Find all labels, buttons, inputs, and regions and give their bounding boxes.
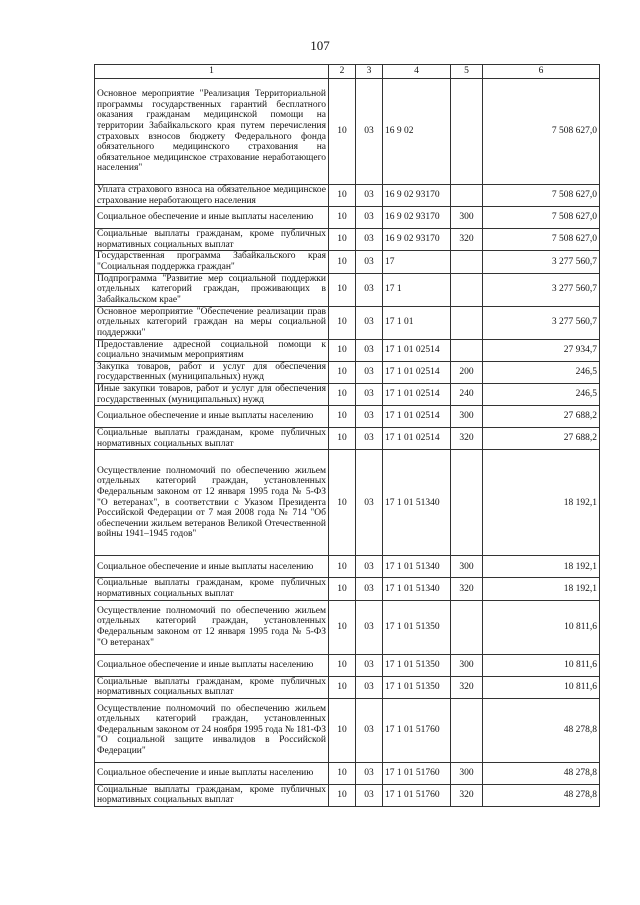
section-code-cell: 10 bbox=[329, 207, 356, 229]
subsection-code-cell: 03 bbox=[356, 251, 383, 273]
table-row bbox=[95, 578, 600, 600]
row-name-cell: Предоставление адресной социальной помощи к социально значимым мероприятиям bbox=[95, 339, 329, 361]
amount-cell: 27 934,7 bbox=[483, 339, 600, 361]
expense-type-code-cell bbox=[451, 306, 483, 339]
section-code-cell: 10 bbox=[329, 428, 356, 450]
row-name-cell: Социальные выплаты гражданам, кроме публичных нормативных социальных выплат bbox=[95, 676, 329, 698]
subsection-code-cell: 03 bbox=[356, 229, 383, 251]
row-name-cell: Уплата страхового взноса на обязательное медицинское страхование неработающего населения bbox=[95, 185, 329, 207]
row-name-cell: Осуществление полномочий по обеспечению жильем отдельных категорий граждан, установленных Федеральным законом от 12 января 1995 года № 5-ФЗ "О ветеранах", в соответствии с Указом Президента Российской Федерации от 7 мая 2008 года № 714 "Об обеспечении жильем ветеранов Великой Отечественной войны 1941–1945 годов" bbox=[95, 450, 329, 556]
expense-type-code-cell bbox=[451, 251, 483, 273]
subsection-code-cell: 03 bbox=[356, 556, 383, 578]
section-code-cell: 10 bbox=[329, 273, 356, 306]
table-row bbox=[95, 229, 600, 251]
target-article-code-cell: 17 1 01 02514 bbox=[383, 383, 451, 405]
row-name-cell: Социальное обеспечение и иные выплаты населению bbox=[95, 406, 329, 428]
target-article-code-cell: 17 1 01 51350 bbox=[383, 676, 451, 698]
row-name-cell: Социальные выплаты гражданам, кроме публичных нормативных социальных выплат bbox=[95, 578, 329, 600]
subsection-code-cell: 03 bbox=[356, 383, 383, 405]
table-row bbox=[95, 600, 600, 654]
table-row bbox=[95, 273, 600, 306]
section-code-cell: 10 bbox=[329, 450, 356, 556]
expense-type-code-cell: 320 bbox=[451, 578, 483, 600]
row-name-cell: Социальные выплаты гражданам, кроме публичных нормативных социальных выплат bbox=[95, 784, 329, 806]
section-code-cell: 10 bbox=[329, 676, 356, 698]
target-article-code-cell: 17 1 01 51340 bbox=[383, 556, 451, 578]
table-row bbox=[95, 361, 600, 383]
section-code-cell: 10 bbox=[329, 79, 356, 185]
amount-cell: 18 192,1 bbox=[483, 556, 600, 578]
target-article-code-cell: 17 1 bbox=[383, 273, 451, 306]
expense-type-code-cell bbox=[451, 185, 483, 207]
table-row bbox=[95, 306, 600, 339]
expense-type-code-cell: 300 bbox=[451, 406, 483, 428]
expense-type-code-cell: 240 bbox=[451, 383, 483, 405]
row-name-cell: Осуществление полномочий по обеспечению жильем отдельных категорий граждан, установленных Федеральным законом от 12 января 1995 года № 5-ФЗ "О ветеранах" bbox=[95, 600, 329, 654]
subsection-code-cell: 03 bbox=[356, 361, 383, 383]
amount-cell: 3 277 560,7 bbox=[483, 273, 600, 306]
row-name-cell: Основное мероприятие "Реализация Территориальной программы государственных гарантий бесплатного оказания гражданам медицинской помощи на территории Забайкальского края путем перечисления страховых взносов бюджету Федерального фонда обязательного медицинского страхования на обязательное медицинское страхование неработающего населения" bbox=[95, 79, 329, 185]
subsection-code-cell: 03 bbox=[356, 273, 383, 306]
target-article-code-cell: 17 1 01 02514 bbox=[383, 428, 451, 450]
expense-type-code-cell bbox=[451, 339, 483, 361]
section-code-cell: 10 bbox=[329, 556, 356, 578]
budget-table bbox=[94, 64, 600, 807]
section-code-cell: 10 bbox=[329, 383, 356, 405]
column-header: 3 bbox=[356, 65, 383, 79]
amount-cell: 48 278,8 bbox=[483, 762, 600, 784]
amount-cell: 7 508 627,0 bbox=[483, 229, 600, 251]
column-header: 2 bbox=[329, 65, 356, 79]
subsection-code-cell: 03 bbox=[356, 306, 383, 339]
target-article-code-cell: 17 1 01 51340 bbox=[383, 450, 451, 556]
subsection-code-cell: 03 bbox=[356, 676, 383, 698]
target-article-code-cell: 17 1 01 bbox=[383, 306, 451, 339]
subsection-code-cell: 03 bbox=[356, 428, 383, 450]
subsection-code-cell: 03 bbox=[356, 339, 383, 361]
column-header: 1 bbox=[95, 65, 329, 79]
table-row bbox=[95, 556, 600, 578]
page-number: 107 bbox=[310, 38, 330, 53]
table-row bbox=[95, 428, 600, 450]
amount-cell: 10 811,6 bbox=[483, 654, 600, 676]
section-code-cell: 10 bbox=[329, 306, 356, 339]
target-article-code-cell: 16 9 02 93170 bbox=[383, 229, 451, 251]
column-header: 5 bbox=[451, 65, 483, 79]
subsection-code-cell: 03 bbox=[356, 698, 383, 762]
section-code-cell: 10 bbox=[329, 406, 356, 428]
row-name-cell: Социальные выплаты гражданам, кроме публичных нормативных социальных выплат bbox=[95, 428, 329, 450]
expense-type-code-cell bbox=[451, 79, 483, 185]
expense-type-code-cell: 300 bbox=[451, 654, 483, 676]
subsection-code-cell: 03 bbox=[356, 654, 383, 676]
table-body bbox=[95, 79, 600, 807]
subsection-code-cell: 03 bbox=[356, 762, 383, 784]
subsection-code-cell: 03 bbox=[356, 578, 383, 600]
row-name-cell: Социальное обеспечение и иные выплаты населению bbox=[95, 207, 329, 229]
target-article-code-cell: 16 9 02 93170 bbox=[383, 185, 451, 207]
target-article-code-cell: 17 1 01 51340 bbox=[383, 578, 451, 600]
amount-cell: 246,5 bbox=[483, 361, 600, 383]
target-article-code-cell: 17 1 01 02514 bbox=[383, 339, 451, 361]
row-name-cell: Государственная программа Забайкальского края "Социальная поддержка граждан" bbox=[95, 251, 329, 273]
subsection-code-cell: 03 bbox=[356, 406, 383, 428]
table-row bbox=[95, 406, 600, 428]
subsection-code-cell: 03 bbox=[356, 450, 383, 556]
section-code-cell: 10 bbox=[329, 698, 356, 762]
expense-type-code-cell: 300 bbox=[451, 556, 483, 578]
row-name-cell: Иные закупки товаров, работ и услуг для обеспечения государственных (муниципальных) нужд bbox=[95, 383, 329, 405]
table-row bbox=[95, 762, 600, 784]
amount-cell: 3 277 560,7 bbox=[483, 306, 600, 339]
amount-cell: 3 277 560,7 bbox=[483, 251, 600, 273]
row-name-cell: Осуществление полномочий по обеспечению жильем отдельных категорий граждан, установленных Федеральным законом от 24 ноября 1995 года № 181-ФЗ "О социальной защите инвалидов в Российской Федерации" bbox=[95, 698, 329, 762]
amount-cell: 27 688,2 bbox=[483, 406, 600, 428]
table-row bbox=[95, 383, 600, 405]
amount-cell: 7 508 627,0 bbox=[483, 207, 600, 229]
row-name-cell: Подпрограмма "Развитие мер социальной поддержки отдельных категорий граждан, проживающих в Забайкальском крае" bbox=[95, 273, 329, 306]
subsection-code-cell: 03 bbox=[356, 784, 383, 806]
amount-cell: 10 811,6 bbox=[483, 676, 600, 698]
target-article-code-cell: 16 9 02 bbox=[383, 79, 451, 185]
expense-type-code-cell bbox=[451, 600, 483, 654]
table-row bbox=[95, 698, 600, 762]
amount-cell: 10 811,6 bbox=[483, 600, 600, 654]
column-header: 6 bbox=[483, 65, 600, 79]
table-row bbox=[95, 185, 600, 207]
expense-type-code-cell: 320 bbox=[451, 229, 483, 251]
section-code-cell: 10 bbox=[329, 251, 356, 273]
target-article-code-cell: 17 1 01 51760 bbox=[383, 698, 451, 762]
target-article-code-cell: 17 1 01 02514 bbox=[383, 361, 451, 383]
table-row bbox=[95, 450, 600, 556]
amount-cell: 27 688,2 bbox=[483, 428, 600, 450]
target-article-code-cell: 17 1 01 51760 bbox=[383, 784, 451, 806]
target-article-code-cell: 17 1 01 02514 bbox=[383, 406, 451, 428]
expense-type-code-cell: 320 bbox=[451, 428, 483, 450]
expense-type-code-cell bbox=[451, 698, 483, 762]
expense-type-code-cell: 200 bbox=[451, 361, 483, 383]
amount-cell: 48 278,8 bbox=[483, 784, 600, 806]
section-code-cell: 10 bbox=[329, 578, 356, 600]
amount-cell: 18 192,1 bbox=[483, 578, 600, 600]
row-name-cell: Социальное обеспечение и иные выплаты населению bbox=[95, 654, 329, 676]
table-row bbox=[95, 676, 600, 698]
table-header-row bbox=[95, 65, 600, 79]
target-article-code-cell: 16 9 02 93170 bbox=[383, 207, 451, 229]
section-code-cell: 10 bbox=[329, 361, 356, 383]
expense-type-code-cell: 300 bbox=[451, 762, 483, 784]
table-row bbox=[95, 654, 600, 676]
expense-type-code-cell bbox=[451, 450, 483, 556]
row-name-cell: Закупка товаров, работ и услуг для обеспечения государственных (муниципальных) нужд bbox=[95, 361, 329, 383]
expense-type-code-cell: 300 bbox=[451, 207, 483, 229]
section-code-cell: 10 bbox=[329, 762, 356, 784]
column-header: 4 bbox=[383, 65, 451, 79]
table-row bbox=[95, 251, 600, 273]
section-code-cell: 10 bbox=[329, 784, 356, 806]
amount-cell: 48 278,8 bbox=[483, 698, 600, 762]
table-row bbox=[95, 79, 600, 185]
expense-type-code-cell: 320 bbox=[451, 784, 483, 806]
section-code-cell: 10 bbox=[329, 600, 356, 654]
table-row bbox=[95, 207, 600, 229]
target-article-code-cell: 17 1 01 51760 bbox=[383, 762, 451, 784]
expense-type-code-cell bbox=[451, 273, 483, 306]
expense-type-code-cell: 320 bbox=[451, 676, 483, 698]
amount-cell: 18 192,1 bbox=[483, 450, 600, 556]
section-code-cell: 10 bbox=[329, 185, 356, 207]
section-code-cell: 10 bbox=[329, 229, 356, 251]
row-name-cell: Социальные выплаты гражданам, кроме публичных нормативных социальных выплат bbox=[95, 229, 329, 251]
subsection-code-cell: 03 bbox=[356, 185, 383, 207]
target-article-code-cell: 17 1 01 51350 bbox=[383, 600, 451, 654]
table-row bbox=[95, 784, 600, 806]
row-name-cell: Социальное обеспечение и иные выплаты населению bbox=[95, 556, 329, 578]
row-name-cell: Основное мероприятие "Обеспечение реализации прав отдельных категорий граждан на меры социальной поддержки" bbox=[95, 306, 329, 339]
section-code-cell: 10 bbox=[329, 339, 356, 361]
row-name-cell: Социальное обеспечение и иные выплаты населению bbox=[95, 762, 329, 784]
subsection-code-cell: 03 bbox=[356, 207, 383, 229]
amount-cell: 7 508 627,0 bbox=[483, 79, 600, 185]
table-row bbox=[95, 339, 600, 361]
section-code-cell: 10 bbox=[329, 654, 356, 676]
subsection-code-cell: 03 bbox=[356, 600, 383, 654]
subsection-code-cell: 03 bbox=[356, 79, 383, 185]
amount-cell: 7 508 627,0 bbox=[483, 185, 600, 207]
target-article-code-cell: 17 1 01 51350 bbox=[383, 654, 451, 676]
amount-cell: 246,5 bbox=[483, 383, 600, 405]
target-article-code-cell: 17 bbox=[383, 251, 451, 273]
